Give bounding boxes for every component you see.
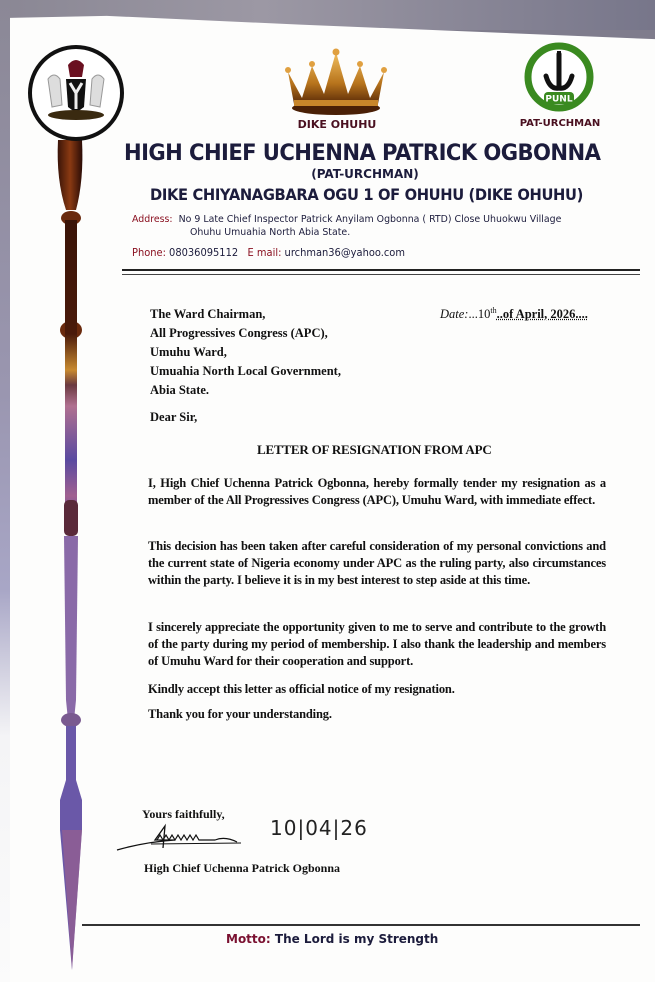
signer-name: High Chief Uchenna Patrick Ogbonna xyxy=(144,861,341,875)
party-label: PAT-URCHMAN xyxy=(519,118,601,129)
crown-icon xyxy=(282,48,390,118)
phone-label: Phone: xyxy=(132,247,166,259)
body-paragraph: I, High Chief Uchenna Patrick Ogbonna, hereby formally tender my resignation as a member of the All Progressives Congress (APC), Umuhu Ward, with immediate effect. xyxy=(148,476,606,507)
recipient-line: Umuhu Ward, xyxy=(150,345,227,359)
valediction: Yours faithfully, xyxy=(142,807,225,821)
address-label: Address: xyxy=(132,214,173,225)
letterhead-nickname: (PAT-URCHMAN) xyxy=(311,167,419,181)
recipient-line: Umuahia North Local Government, xyxy=(150,364,341,378)
date-label: Date: xyxy=(440,307,469,322)
recipient-line: Abia State. xyxy=(150,383,210,397)
letterhead-name: HIGH CHIEF UCHENNA PATRICK OGBONNA xyxy=(124,141,601,166)
coat-of-arms-emblem xyxy=(28,45,124,141)
crown-label: DIKE OHUHU xyxy=(297,118,377,131)
date-suffix: th xyxy=(490,306,497,315)
body-paragraph: Thank you for your understanding. xyxy=(148,707,332,721)
letter-date xyxy=(440,306,588,322)
letter-subject: LETTER OF RESIGNATION FROM APC xyxy=(257,442,492,457)
body-paragraph: Kindly accept this letter as official notice of my resignation. xyxy=(148,682,455,696)
contact-line xyxy=(132,247,405,259)
email-label: E mail: xyxy=(247,247,282,259)
eagle-shield-icon xyxy=(32,49,120,137)
recipient-line: The Ward Chairman, xyxy=(150,307,266,321)
motto xyxy=(226,932,438,946)
party-logo-text: PUNL xyxy=(545,94,573,105)
salutation: Dear Sir, xyxy=(150,410,198,424)
handwritten-signature xyxy=(115,818,255,858)
anchor-party-logo-icon xyxy=(524,42,594,112)
recipient-block xyxy=(150,305,341,400)
motto-label: Motto: xyxy=(226,932,271,946)
date-day: ...10 xyxy=(468,307,491,322)
email-value: urchman36@yahoo.com xyxy=(284,247,405,259)
header-divider-thin xyxy=(122,274,640,275)
ceremonial-staff-icon xyxy=(40,140,100,980)
page-edge xyxy=(0,0,10,982)
footer-divider xyxy=(82,924,640,926)
recipient-line: All Progressives Congress (APC), xyxy=(150,326,328,340)
address-line-1 xyxy=(132,213,561,227)
header-divider xyxy=(122,269,640,271)
motto-text: The Lord is my Strength xyxy=(274,932,439,946)
address-value-1: No 9 Late Chief Inspector Patrick Anyilam Ogbonna ( RTD) Close Uhuokwu Village xyxy=(178,214,562,225)
date-rest: ..of April, 2026.... xyxy=(496,307,588,322)
body-paragraph: I sincerely appreciate the opportunity given to me to serve and contribute to the growth of the party during my period of membership. I also thank the leadership and members of Umuhu Ward for their cooperation and support. xyxy=(148,620,606,668)
address-line-2: Ohuhu Umuahia North Abia State. xyxy=(190,227,351,238)
body-paragraph: This decision has been taken after careful consideration of my personal convictions and the current state of Nigeria economy under APC as the ruling party, also circumstances within the party. I believe it is in my best interest to step aside at this time. xyxy=(148,539,606,587)
phone-value: 08036095112 xyxy=(169,247,239,259)
letterhead-title: DIKE CHIYANAGBARA OGU 1 OF OHUHU (DIKE OHUHU) xyxy=(150,185,583,204)
handwritten-date: 10|04|26 xyxy=(270,816,368,840)
